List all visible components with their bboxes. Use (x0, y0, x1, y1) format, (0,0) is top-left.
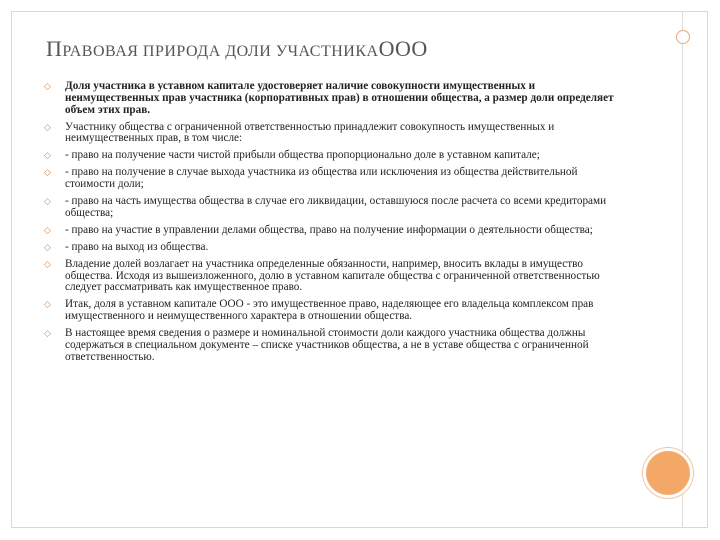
bullet-text: - право на часть имущества общества в случае его ликвидации, оставшуюся после расчета со всеми кредиторами общества; (65, 195, 607, 219)
bullet-item (44, 167, 624, 191)
title-abbr: ООО (378, 36, 428, 61)
title-prefix: П (46, 36, 63, 61)
bullet-item (44, 196, 624, 220)
bullet-text: В настоящее время сведения о размере и номинальной стоимости доли каждого участника общества должны содержаться в специальном документе – списке участников общества, а не в уставе общества с ограниченной ответственностью. (65, 327, 589, 363)
bullet-item (44, 225, 624, 237)
hollow-diamond-icon: ◇ (44, 299, 51, 310)
hollow-diamond-icon: ◇ (44, 224, 51, 235)
bullet-item (44, 81, 624, 116)
bullet-text: Участнику общества с ограниченной ответственностью принадлежит совокупность имущественных и неимущественных прав, в том числе: (65, 120, 555, 145)
slide-title (46, 36, 428, 62)
hollow-diamond-icon: ◇ (44, 167, 51, 178)
orange-decor-circle (643, 448, 693, 498)
hollow-diamond-icon: ◇ (44, 150, 51, 161)
bullet-text: - право на выход из общества. (65, 240, 209, 253)
hollow-diamond-icon: ◇ (44, 328, 51, 339)
bullet-list (44, 81, 624, 369)
hollow-diamond-icon: ◇ (44, 241, 51, 252)
bullet-item (44, 122, 624, 146)
bullet-item (44, 259, 624, 294)
bullet-text: Доля участника в уставном капитале удостоверяет наличие совокупности имущественных и неимущественных прав участника (корпоративных прав) в отношении общества, а размер доли определяет объем этих прав. (65, 80, 614, 116)
bullet-text: Итак, доля в уставном капитале ООО - это имущественное право, наделяющее его владельца комплексом прав имущественного и неимущественного характера в отношении общества. (65, 298, 594, 323)
bullet-item (44, 150, 624, 162)
hollow-diamond-icon: ◇ (44, 258, 51, 269)
bullet-text: Владение долей возлагает на участника определенные обязанности, например, вносить вклады в имущество общества. Исходя из вышеизложенного, долю в уставном капитале общества с ограниченной ответственностью следует рассматривать как имущественное право. (65, 257, 600, 294)
bullet-text: - право на получение части чистой прибыли общества пропорционально доле в уставном капитале; (65, 149, 540, 162)
bullet-item (44, 299, 624, 323)
bullet-item (44, 242, 624, 254)
hollow-diamond-icon: ◇ (44, 196, 51, 207)
bullet-item (44, 328, 624, 363)
hollow-diamond-icon: ◇ (44, 121, 51, 132)
bullet-text: - право на участие в управлении делами общества, право на получение информации о деятельности общества; (65, 223, 593, 236)
right-border-line (682, 11, 683, 528)
bullet-text: - право на получение в случае выхода участника из общества или исключения из общества действительной стоимости доли; (65, 166, 578, 191)
title-rest: РАВОВАЯ ПРИРОДА ДОЛИ УЧАСТНИКА (62, 43, 379, 60)
small-decor-circle (676, 30, 690, 44)
hollow-diamond-icon: ◇ (44, 81, 51, 91)
